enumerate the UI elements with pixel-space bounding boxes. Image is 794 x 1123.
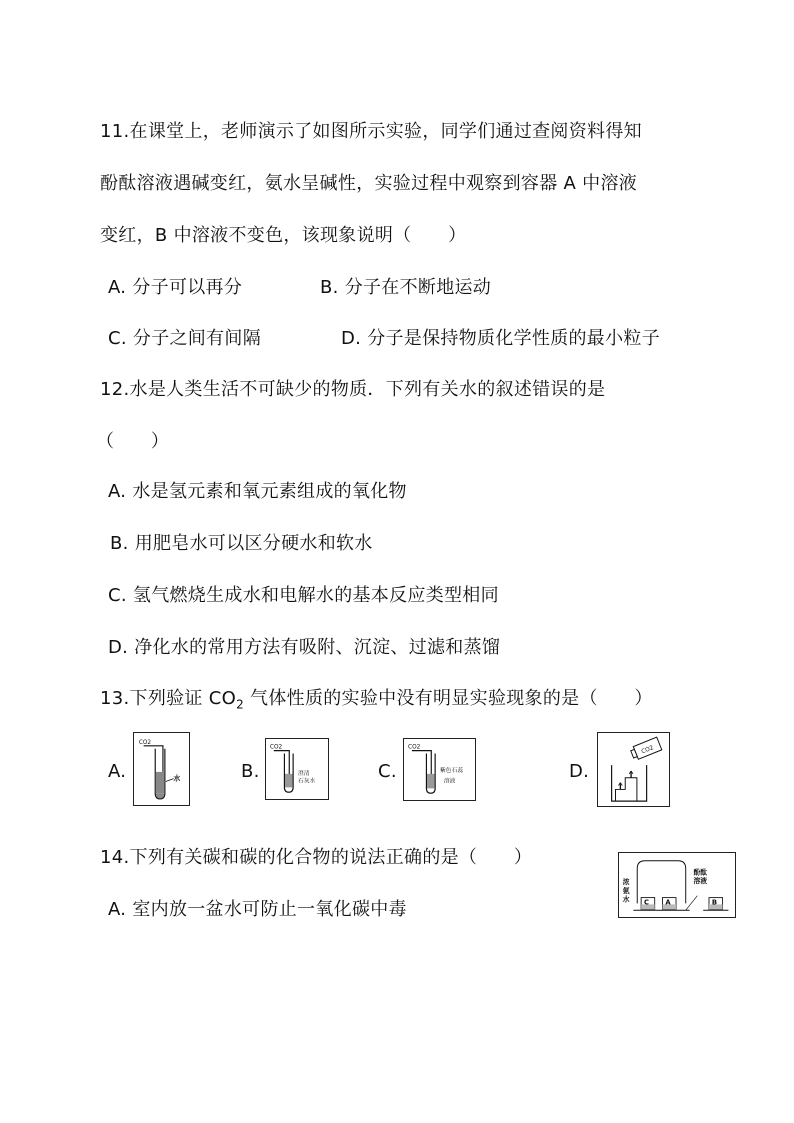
q12-option-b[interactable]: B. 用肥皂水可以区分硬水和软水 [110,533,373,554]
figure-c-gas-label: CO2 [408,744,421,751]
figure-a-gas-label: CO2 [138,739,152,746]
q12-option-d[interactable]: D. 净化水的常用方法有吸附、沉淀、过滤和蒸馏 [108,637,501,658]
figure-b-liquid-label-1: 澄清 [297,770,310,777]
q13-option-a-label[interactable]: A. [108,761,127,782]
figure-14-beaker-b-label: B [711,898,718,907]
figure-c-liquid-label-1: 紫色石蕊 [439,767,464,774]
figure-14-beaker-c-label: C [644,898,649,907]
q11-option-b[interactable]: B. 分子在不断地运动 [320,277,492,298]
q13-stem-subscript: 2 [236,697,245,712]
figure-b-gas-label: CO2 [269,744,283,751]
q12-stem-line-1: 12.水是人类生活不可缺少的物质．下列有关水的叙述错误的是 [100,379,606,400]
co2-pouring-candles-diagram [598,733,669,806]
q13-figure-d[interactable] [597,732,670,807]
q11-option-c[interactable]: C. 分子之间有间隔 [108,328,262,349]
q13-stem-prefix: 13.下列验证 CO [100,688,237,709]
q13-option-c-label[interactable]: C. [378,761,397,782]
figure-14-left-label-1: 浓 [622,878,630,887]
figure-14-right-label-1: 酚酞 [693,868,708,877]
q14-stem-line-1: 14.下列有关碳和碳的化合物的说法正确的是（ ） [100,847,533,868]
test-tube-co2-water-diagram [134,733,189,805]
figure-14-left-label-2: 氨 [622,886,630,895]
q11-stem-line-3: 变红，B 中溶液不变色，该现象说明（ ） [100,225,467,246]
test-tube-co2-limewater-diagram [266,739,328,799]
q13-figure-a[interactable] [133,732,190,806]
q11-option-a[interactable]: A. 分子可以再分 [108,277,243,298]
q11-stem-line-2: 酚酞溶液遇碱变红，氨水呈碱性，实验过程中观察到容器 A 中溶液 [100,173,638,194]
q12-option-a[interactable]: A. 水是氢元素和氧元素组成的氧化物 [108,481,407,502]
figure-a-liquid-label: 水 [173,774,181,783]
q14-figure-ammonia-experiment [618,852,736,918]
q12-option-c[interactable]: C. 氢气燃烧生成水和电解水的基本反应类型相同 [108,585,499,606]
ammonia-phenolphthalein-diagram [619,853,735,917]
q12-stem-line-2: （ ） [96,431,170,452]
figure-c-liquid-label-2: 溶液 [443,778,456,785]
figure-d-gas-label: CO2 [640,745,655,756]
figure-b-liquid-label-2: 石灰水 [297,778,316,785]
figure-14-left-label-3: 水 [622,895,630,904]
q13-figure-b[interactable] [265,738,329,800]
figure-14-right-label-2: 溶液 [693,877,708,886]
q13-option-d-label[interactable]: D. [569,761,590,782]
q11-stem-line-1: 11.在课堂上，老师演示了如图所示实验，同学们通过查阅资料得知 [100,121,642,142]
q13-stem-suffix: 气体性质的实验中没有明显实验现象的是（ ） [244,688,653,709]
q11-option-d[interactable]: D. 分子是保持物质化学性质的最小粒子 [341,328,661,349]
q14-option-a[interactable]: A. 室内放一盆水可防止一氧化碳中毒 [108,899,407,920]
q13-option-b-label[interactable]: B. [241,761,260,782]
figure-14-beaker-a-label: A [665,898,671,907]
test-tube-co2-litmus-diagram [404,739,475,800]
q13-figure-c[interactable] [403,738,476,801]
q13-stem [100,687,653,717]
